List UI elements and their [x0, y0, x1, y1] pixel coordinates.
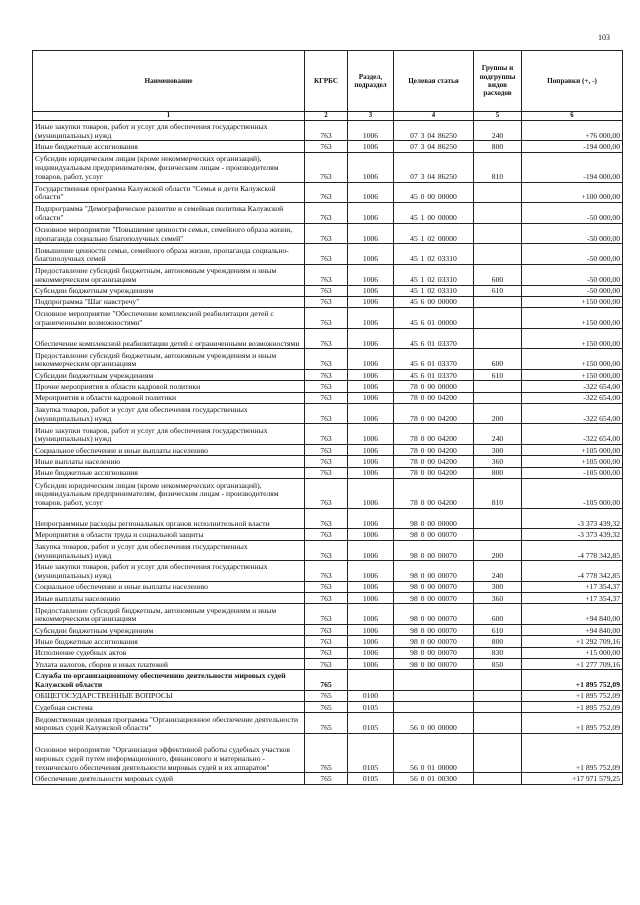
table-row — [33, 713, 623, 734]
table-row — [33, 152, 623, 182]
row-target: 78 0 00 04200 — [394, 445, 474, 456]
row-krbs: 763 — [305, 296, 348, 307]
row-name: Предоставление субсидий бюджетным, автономным учреждениям и иным некоммерческим организациям — [33, 604, 305, 625]
table-row — [33, 636, 623, 647]
row-group: 360 — [474, 456, 522, 467]
row-name: Субсидии бюджетным учреждениям — [33, 285, 305, 296]
table-row — [33, 604, 623, 625]
row-name: Ведомственная целевая программа "Организационное обеспечение деятельности мировых судей Калужской области" — [33, 713, 305, 734]
column-number: 5 — [474, 112, 522, 121]
row-target: 07 3 04 86250 — [394, 120, 474, 141]
table-row — [33, 381, 623, 392]
row-target: 45 1 02 00000 — [394, 223, 474, 244]
row-razdel: 1006 — [348, 141, 394, 152]
row-group: 240 — [474, 561, 522, 582]
table-row — [33, 392, 623, 403]
row-group: 810 — [474, 152, 522, 182]
row-target: 56 0 01 00300 — [394, 773, 474, 784]
row-group — [474, 223, 522, 244]
row-group: 800 — [474, 636, 522, 647]
row-target: 45 6 01 00000 — [394, 308, 474, 329]
row-group: 830 — [474, 647, 522, 658]
row-target: 98 0 00 00070 — [394, 529, 474, 540]
row-amount: +17 354,37 — [522, 593, 623, 604]
row-target: 45 6 01 03370 — [394, 369, 474, 380]
row-name: Иные бюджетные ассигнования — [33, 467, 305, 478]
row-krbs: 763 — [305, 244, 348, 265]
table-row — [33, 369, 623, 380]
row-group — [474, 508, 522, 529]
row-krbs: 763 — [305, 508, 348, 529]
table-row — [33, 625, 623, 636]
table-row — [33, 285, 623, 296]
row-group — [474, 529, 522, 540]
row-name: Закупка товаров, работ и услуг для обеспечения государственных (муниципальных) нужд — [33, 403, 305, 424]
row-amount: -3 373 439,32 — [522, 529, 623, 540]
row-group: 200 — [474, 540, 522, 561]
table-row — [33, 593, 623, 604]
column-number: 4 — [394, 112, 474, 121]
row-amount: +150 000,00 — [522, 369, 623, 380]
row-krbs: 763 — [305, 403, 348, 424]
row-target: 78 0 00 04200 — [394, 392, 474, 403]
row-amount: -50 000,00 — [522, 223, 623, 244]
row-razdel: 1006 — [348, 223, 394, 244]
row-krbs: 763 — [305, 625, 348, 636]
row-krbs: 763 — [305, 529, 348, 540]
row-krbs: 763 — [305, 203, 348, 224]
row-krbs: 765 — [305, 713, 348, 734]
row-name: Повышение ценности семьи, семейного образа жизни, пропаганда социально-благополучных семей — [33, 244, 305, 265]
row-krbs: 765 — [305, 670, 348, 691]
row-target: 98 0 00 00070 — [394, 625, 474, 636]
row-target: 07 3 04 86250 — [394, 152, 474, 182]
row-krbs: 763 — [305, 647, 348, 658]
row-name: Непрограммные расходы региональных органов исполнительной власти — [33, 508, 305, 529]
row-target: 98 0 00 00070 — [394, 561, 474, 582]
row-target: 78 0 00 00000 — [394, 381, 474, 392]
header-razdel: Раздел, подраздел — [348, 51, 394, 112]
table-row — [33, 540, 623, 561]
row-name: Иные бюджетные ассигнования — [33, 141, 305, 152]
row-name: Предоставление субсидий бюджетным, автономным учреждениям и иным некоммерческим организациям — [33, 349, 305, 370]
row-group: 200 — [474, 403, 522, 424]
row-amount: +150 000,00 — [522, 349, 623, 370]
table-row — [33, 456, 623, 467]
row-amount: +1 895 752,09 — [522, 713, 623, 734]
row-name: Прочие мероприятия в области кадровой политики — [33, 381, 305, 392]
row-razdel — [348, 670, 394, 691]
row-krbs: 763 — [305, 424, 348, 445]
row-target: 07 3 04 86250 — [394, 141, 474, 152]
row-razdel: 1006 — [348, 540, 394, 561]
row-amount: -322 654,00 — [522, 381, 623, 392]
row-krbs: 763 — [305, 120, 348, 141]
row-amount: -322 654,00 — [522, 424, 623, 445]
row-krbs: 763 — [305, 141, 348, 152]
row-name: Основное мероприятие "Организация эффективной работы судебных участков мировых судей путем информационного, финансового и материально - технического обеспечения деятельности мировых судей и их аппаратов" — [33, 734, 305, 773]
row-group: 240 — [474, 120, 522, 141]
table-row — [33, 581, 623, 592]
table-row — [33, 264, 623, 285]
row-amount: -50 000,00 — [522, 264, 623, 285]
row-group: 300 — [474, 445, 522, 456]
row-target — [394, 670, 474, 691]
row-krbs: 763 — [305, 182, 348, 203]
row-name: Социальное обеспечение и иные выплаты населению — [33, 581, 305, 592]
row-razdel: 1006 — [348, 369, 394, 380]
row-name: ОБЩЕГОСУДАРСТВЕННЫЕ ВОПРОСЫ — [33, 690, 305, 701]
row-group: 850 — [474, 658, 522, 669]
row-razdel: 0105 — [348, 734, 394, 773]
row-amount: -105 000,00 — [522, 478, 623, 508]
row-group: 600 — [474, 604, 522, 625]
row-amount: +17 971 579,25 — [522, 773, 623, 784]
row-name: Социальное обеспечение и иные выплаты населению — [33, 445, 305, 456]
table-row — [33, 403, 623, 424]
row-krbs: 763 — [305, 540, 348, 561]
row-razdel: 1006 — [348, 424, 394, 445]
row-krbs: 765 — [305, 690, 348, 701]
table-row — [33, 529, 623, 540]
header-row — [33, 51, 623, 112]
row-krbs: 763 — [305, 593, 348, 604]
row-razdel: 1006 — [348, 478, 394, 508]
row-amount: -50 000,00 — [522, 285, 623, 296]
table-row — [33, 670, 623, 691]
row-group — [474, 702, 522, 713]
row-amount: +94 840,00 — [522, 604, 623, 625]
row-krbs: 765 — [305, 773, 348, 784]
row-target: 56 0 00 00000 — [394, 713, 474, 734]
row-name: Иные закупки товаров, работ и услуг для обеспечения государственных (муниципальных) нужд — [33, 424, 305, 445]
row-name: Судебная система — [33, 702, 305, 713]
row-amount: +150 000,00 — [522, 328, 623, 349]
row-target — [394, 690, 474, 701]
row-target: 45 0 00 00000 — [394, 182, 474, 203]
row-amount: +1 895 752,09 — [522, 702, 623, 713]
row-target: 78 0 00 04200 — [394, 478, 474, 508]
row-group — [474, 244, 522, 265]
row-group — [474, 203, 522, 224]
row-target: 98 0 00 00070 — [394, 636, 474, 647]
row-amount: -322 654,00 — [522, 392, 623, 403]
header-group: Группы и подгруппы видов расходов — [474, 51, 522, 112]
row-krbs: 763 — [305, 369, 348, 380]
row-group: 610 — [474, 285, 522, 296]
row-razdel: 1006 — [348, 604, 394, 625]
row-group — [474, 773, 522, 784]
table-body — [33, 120, 623, 784]
table-row — [33, 773, 623, 784]
row-razdel: 1006 — [348, 636, 394, 647]
table-row — [33, 244, 623, 265]
row-razdel: 1006 — [348, 593, 394, 604]
table-row — [33, 702, 623, 713]
row-group — [474, 670, 522, 691]
row-target: 78 0 00 04200 — [394, 403, 474, 424]
table-row — [33, 658, 623, 669]
table-row — [33, 296, 623, 307]
row-razdel: 0100 — [348, 690, 394, 701]
row-target: 98 0 00 00070 — [394, 593, 474, 604]
table-row — [33, 120, 623, 141]
column-number: 3 — [348, 112, 394, 121]
row-amount: -4 778 342,85 — [522, 561, 623, 582]
row-razdel: 1006 — [348, 328, 394, 349]
table-row — [33, 424, 623, 445]
row-razdel: 1006 — [348, 285, 394, 296]
header-krbs: КГРБС — [305, 51, 348, 112]
row-name: Предоставление субсидий бюджетным, автономным учреждениям и иным некоммерческим организациям — [33, 264, 305, 285]
row-group — [474, 308, 522, 329]
row-name: Уплата налогов, сборов и иных платежей — [33, 658, 305, 669]
row-group — [474, 713, 522, 734]
row-amount: -50 000,00 — [522, 203, 623, 224]
row-name: Основное мероприятие "Обеспечение комплексной реабилитации детей с ограниченными возможностями" — [33, 308, 305, 329]
row-target: 78 0 00 04200 — [394, 424, 474, 445]
header-name: Наименование — [33, 51, 305, 112]
row-name: Иные закупки товаров, работ и услуг для обеспечения государственных (муниципальных) нужд — [33, 561, 305, 582]
row-name: Основное мероприятие "Повышение ценности семьи, семейного образа жизни, пропаганда социально благополучных семей" — [33, 223, 305, 244]
row-group: 810 — [474, 478, 522, 508]
row-razdel: 1006 — [348, 203, 394, 224]
row-razdel: 1006 — [348, 264, 394, 285]
table-row — [33, 647, 623, 658]
row-name: Иные бюджетные ассигнования — [33, 636, 305, 647]
row-group: 610 — [474, 625, 522, 636]
row-group — [474, 381, 522, 392]
row-name: Иные выплаты населению — [33, 456, 305, 467]
row-target: 45 6 00 00000 — [394, 296, 474, 307]
row-razdel: 1006 — [348, 647, 394, 658]
row-krbs: 763 — [305, 467, 348, 478]
row-razdel: 0105 — [348, 702, 394, 713]
row-amount: -194 000,00 — [522, 152, 623, 182]
row-target: 98 0 00 00070 — [394, 540, 474, 561]
row-target: 98 0 00 00070 — [394, 604, 474, 625]
row-target: 56 0 01 00000 — [394, 734, 474, 773]
row-target: 98 0 00 00070 — [394, 647, 474, 658]
row-target — [394, 702, 474, 713]
row-name: Субсидии юридическим лицам (кроме некоммерческих организаций), индивидуальным предпринимателям, физическим лицам - производителям товаров, работ, услуг — [33, 478, 305, 508]
row-razdel: 1006 — [348, 456, 394, 467]
table-row — [33, 328, 623, 349]
row-name: Подпрограмма "Шаг навстречу" — [33, 296, 305, 307]
column-number: 2 — [305, 112, 348, 121]
row-amount: +94 840,00 — [522, 625, 623, 636]
row-krbs: 763 — [305, 264, 348, 285]
header-amount: Поправки (+, -) — [522, 51, 623, 112]
row-razdel: 1006 — [348, 381, 394, 392]
table-row — [33, 734, 623, 773]
row-group: 600 — [474, 349, 522, 370]
row-amount: +150 000,00 — [522, 296, 623, 307]
row-group — [474, 690, 522, 701]
table-row — [33, 203, 623, 224]
table-row — [33, 141, 623, 152]
row-group: 800 — [474, 141, 522, 152]
table-row — [33, 182, 623, 203]
row-name: Обеспечение комплексной реабилитации детей с ограниченными возможностями — [33, 328, 305, 349]
row-amount: +100 000,00 — [522, 182, 623, 203]
row-target: 45 1 00 00000 — [394, 203, 474, 224]
row-krbs: 763 — [305, 285, 348, 296]
row-group: 240 — [474, 424, 522, 445]
row-group: 610 — [474, 369, 522, 380]
row-group — [474, 328, 522, 349]
row-name: Государственная программа Калужской области "Семья и дети Калужской области" — [33, 182, 305, 203]
row-razdel: 1006 — [348, 561, 394, 582]
column-number: 6 — [522, 112, 623, 121]
row-razdel: 1006 — [348, 296, 394, 307]
row-krbs: 763 — [305, 581, 348, 592]
row-amount: +1 292 709,16 — [522, 636, 623, 647]
row-amount: +76 000,00 — [522, 120, 623, 141]
row-krbs: 763 — [305, 392, 348, 403]
row-name: Мероприятия в области труда и социальной защиты — [33, 529, 305, 540]
row-group: 360 — [474, 593, 522, 604]
row-razdel: 1006 — [348, 658, 394, 669]
row-target: 78 0 00 04200 — [394, 456, 474, 467]
row-amount: +1 895 752,09 — [522, 690, 623, 701]
row-target: 98 0 00 00070 — [394, 658, 474, 669]
row-razdel: 1006 — [348, 625, 394, 636]
row-target: 98 0 00 00000 — [394, 508, 474, 529]
row-razdel: 1006 — [348, 152, 394, 182]
row-amount: -194 000,00 — [522, 141, 623, 152]
row-krbs: 763 — [305, 152, 348, 182]
table-row — [33, 690, 623, 701]
table-row — [33, 478, 623, 508]
row-amount: -4 778 342,85 — [522, 540, 623, 561]
row-krbs: 763 — [305, 445, 348, 456]
row-krbs: 765 — [305, 702, 348, 713]
row-group — [474, 182, 522, 203]
row-name: Служба по организационному обеспечению деятельности мировых судей Калужской области — [33, 670, 305, 691]
row-amount: -322 654,00 — [522, 403, 623, 424]
row-name: Исполнение судебных актов — [33, 647, 305, 658]
row-krbs: 763 — [305, 349, 348, 370]
row-razdel: 1006 — [348, 392, 394, 403]
row-krbs: 763 — [305, 381, 348, 392]
row-krbs: 765 — [305, 734, 348, 773]
page-number: 103 — [598, 33, 610, 42]
row-name: Иные выплаты населению — [33, 593, 305, 604]
row-amount: +150 000,00 — [522, 308, 623, 329]
row-razdel: 0105 — [348, 713, 394, 734]
header-target: Целевая статья — [394, 51, 474, 112]
row-krbs: 763 — [305, 658, 348, 669]
row-target: 45 6 01 03370 — [394, 328, 474, 349]
table-row — [33, 467, 623, 478]
row-krbs: 763 — [305, 636, 348, 647]
row-amount: +1 277 709,16 — [522, 658, 623, 669]
table-row — [33, 561, 623, 582]
row-group: 600 — [474, 264, 522, 285]
row-krbs: 763 — [305, 328, 348, 349]
row-group — [474, 296, 522, 307]
table-row — [33, 508, 623, 529]
row-name: Субсидии бюджетным учреждениям — [33, 369, 305, 380]
row-krbs: 763 — [305, 308, 348, 329]
row-razdel: 1006 — [348, 349, 394, 370]
row-amount: +1 895 752,09 — [522, 670, 623, 691]
row-razdel: 1006 — [348, 529, 394, 540]
row-name: Подпрограмма "Демографическое развитие и семейная политика Калужской области" — [33, 203, 305, 224]
table-row — [33, 445, 623, 456]
row-target: 45 1 02 03310 — [394, 244, 474, 265]
row-target: 78 0 00 04200 — [394, 467, 474, 478]
row-krbs: 763 — [305, 561, 348, 582]
row-krbs: 763 — [305, 223, 348, 244]
row-target: 45 1 02 03310 — [394, 285, 474, 296]
budget-amendments-table — [32, 50, 623, 785]
row-razdel: 1006 — [348, 508, 394, 529]
table-row — [33, 308, 623, 329]
row-razdel: 1006 — [348, 182, 394, 203]
row-target: 98 0 00 00070 — [394, 581, 474, 592]
row-name: Закупка товаров, работ и услуг для обеспечения государственных (муниципальных) нужд — [33, 540, 305, 561]
row-group: 300 — [474, 581, 522, 592]
row-amount: -3 373 439,32 — [522, 508, 623, 529]
table-row — [33, 349, 623, 370]
row-name: Субсидии бюджетным учреждениям — [33, 625, 305, 636]
row-amount: +17 354,37 — [522, 581, 623, 592]
row-amount: -105 000,00 — [522, 467, 623, 478]
row-razdel: 1006 — [348, 403, 394, 424]
row-amount: +1 895 752,09 — [522, 734, 623, 773]
row-name: Иные закупки товаров, работ и услуг для обеспечения государственных (муниципальных) нужд — [33, 120, 305, 141]
row-krbs: 763 — [305, 456, 348, 467]
row-group — [474, 734, 522, 773]
row-razdel: 1006 — [348, 581, 394, 592]
row-group — [474, 392, 522, 403]
row-amount: +105 000,00 — [522, 445, 623, 456]
row-name: Субсидии юридическим лицам (кроме некоммерческих организаций), индивидуальным предпринимателям, физическим лицам - производителям товаров, работ, услуг — [33, 152, 305, 182]
row-krbs: 763 — [305, 478, 348, 508]
row-razdel: 1006 — [348, 445, 394, 456]
table-row — [33, 223, 623, 244]
row-razdel: 1006 — [348, 120, 394, 141]
row-group: 800 — [474, 467, 522, 478]
row-amount: +105 000,00 — [522, 456, 623, 467]
row-amount: -50 000,00 — [522, 244, 623, 265]
column-number-row — [33, 112, 623, 121]
row-target: 45 6 01 03370 — [394, 349, 474, 370]
row-name: Мероприятия в области кадровой политики — [33, 392, 305, 403]
row-amount: +15 000,00 — [522, 647, 623, 658]
row-krbs: 763 — [305, 604, 348, 625]
row-razdel: 1006 — [348, 308, 394, 329]
row-target: 45 1 02 03310 — [394, 264, 474, 285]
row-name: Обеспечение деятельности мировых судей — [33, 773, 305, 784]
row-razdel: 0105 — [348, 773, 394, 784]
row-razdel: 1006 — [348, 244, 394, 265]
column-number: 1 — [33, 112, 305, 121]
row-razdel: 1006 — [348, 467, 394, 478]
